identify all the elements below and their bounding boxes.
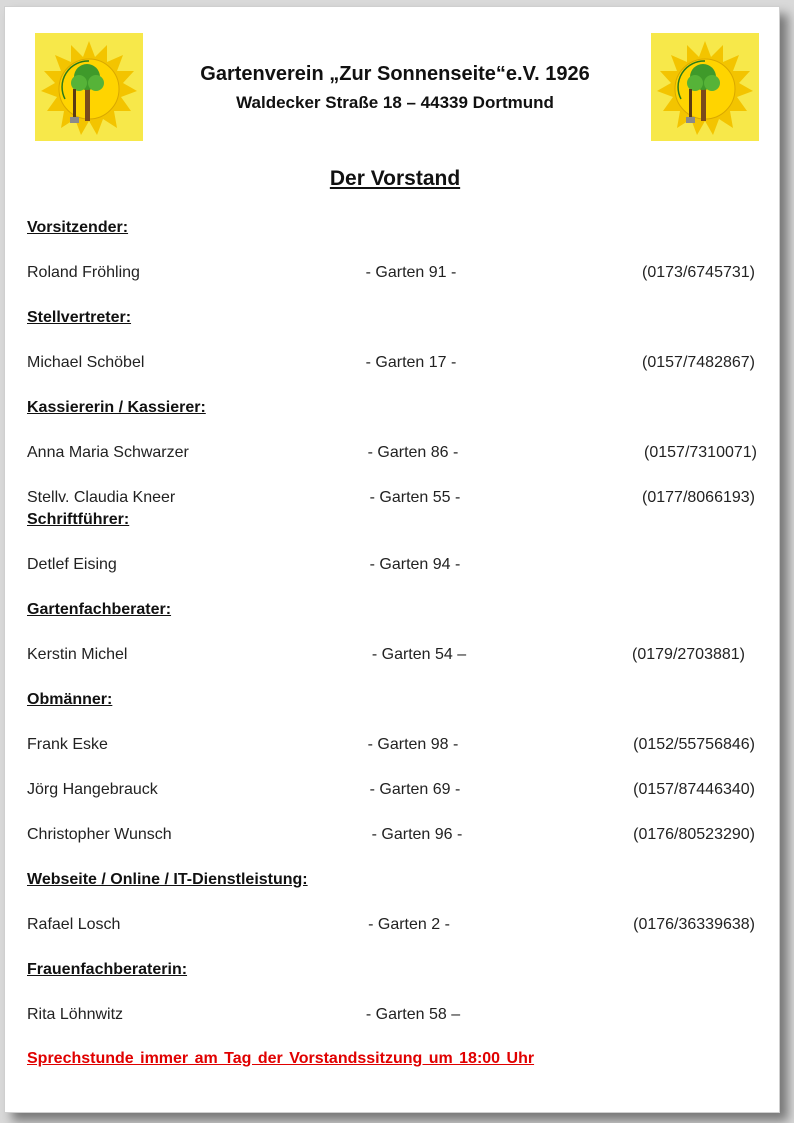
sun-tree-logo-icon (651, 33, 759, 141)
role-heading-webseite: Webseite / Online / IT-Dienstleistung: (27, 871, 308, 888)
document-page (4, 6, 780, 1113)
member-phone: (0157/7482867) (642, 354, 755, 371)
member-garden: - Garten 69 - (369, 781, 461, 798)
member-name: Rafael Losch (27, 916, 121, 933)
member-name: Kerstin Michel (27, 646, 128, 663)
member-phone: (0157/7310071) (644, 444, 757, 461)
member-name: Stellv. Claudia Kneer (27, 489, 176, 506)
member-garden: - Garten 2 - (368, 916, 450, 933)
role-heading-obmaenner: Obmänner: (27, 691, 113, 708)
member-name: Anna Maria Schwarzer (27, 444, 189, 461)
member-garden: - Garten 54 – (371, 646, 467, 663)
member-phone: (0177/8066193) (642, 489, 755, 506)
club-logo-right (651, 33, 759, 141)
member-phone: (0176/80523290) (633, 826, 755, 843)
member-name: Jörg Hangebrauck (27, 781, 158, 798)
page-title: Der Vorstand (329, 167, 461, 190)
member-name: Rita Löhnwitz (27, 1006, 124, 1023)
office-hours-notice: Sprechstunde immer am Tag der Vorstandssitzung um 18:00 Uhr (27, 1050, 535, 1067)
member-garden: - Garten 17 - (365, 354, 457, 371)
member-garden: - Garten 94 - (369, 556, 461, 573)
role-heading-schriftfuehrer: Schriftführer: (27, 511, 130, 528)
member-phone: (0176/36339638) (633, 916, 755, 933)
member-name: Michael Schöbel (27, 354, 145, 371)
member-name: Frank Eske (27, 736, 108, 753)
role-heading-stellvertreter: Stellvertreter: (27, 309, 132, 326)
club-address: Waldecker Straße 18 – 44339 Dortmund (236, 93, 554, 112)
member-name: Roland Fröhling (27, 264, 140, 281)
club-title: Gartenverein „Zur Sonnenseite“e.V. 1926 (200, 63, 590, 85)
member-phone: (0157/87446340) (633, 781, 755, 798)
member-garden: - Garten 55 - (369, 489, 461, 506)
member-garden: - Garten 91 - (365, 264, 457, 281)
member-name: Christopher Wunsch (27, 826, 172, 843)
role-heading-kassierer: Kassiererin / Kassierer: (27, 399, 206, 416)
member-garden: - Garten 98 - (367, 736, 459, 753)
member-phone: (0179/2703881) (632, 646, 745, 663)
role-heading-gartenfachberater: Gartenfachberater: (27, 601, 172, 618)
member-phone: (0152/55756846) (633, 736, 755, 753)
member-name: Detlef Eising (27, 556, 117, 573)
member-garden: - Garten 58 – (365, 1006, 461, 1023)
role-heading-vorsitzender: Vorsitzender: (27, 219, 129, 236)
member-phone: (0173/6745731) (642, 264, 755, 281)
club-logo-left (35, 33, 143, 141)
member-garden: - Garten 86 - (367, 444, 459, 461)
sun-tree-logo-icon (35, 33, 143, 141)
role-heading-frauenfachberaterin: Frauenfachberaterin: (27, 961, 188, 978)
member-garden: - Garten 96 - (371, 826, 463, 843)
